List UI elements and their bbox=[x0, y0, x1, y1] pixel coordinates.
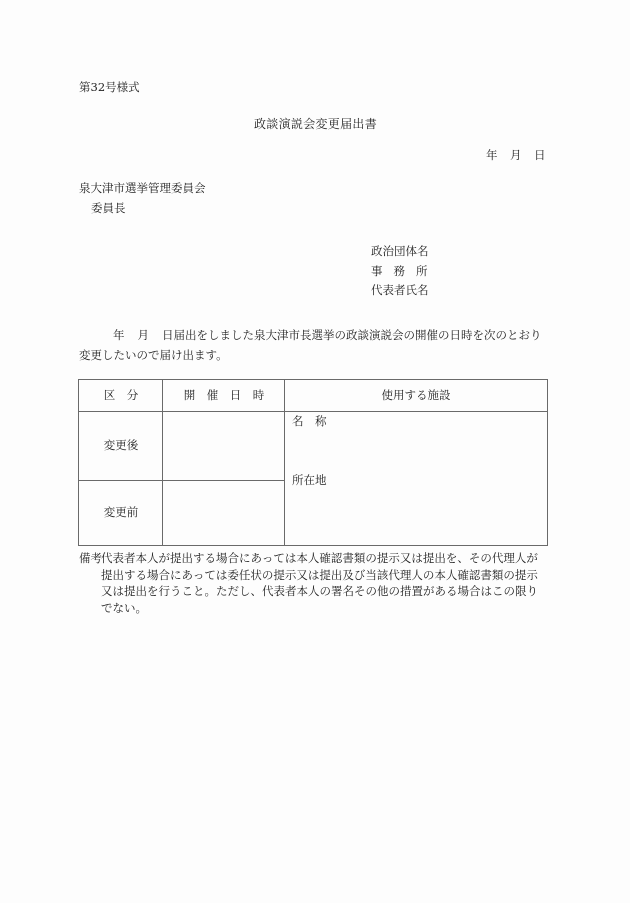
remarks-label: 備考 bbox=[79, 551, 102, 565]
date-day-unit: 日 bbox=[534, 148, 546, 162]
row-after-change-category: 変更後 bbox=[103, 438, 139, 453]
body-line-2: 変更したいので届け出ます。 bbox=[79, 348, 228, 362]
remarks-text: 代表者本人が提出する場合にあっては本人確認書類の提示又は提出を、その代理人が提出する場合にあっては委任状の提示又は提出及び当該代理人の本人確認書類の提示又は提出を行うこと。ただし、代表者本人の署名その他の措置がある場合はこの限りでない。 bbox=[101, 551, 538, 615]
body-month-unit: 月 bbox=[137, 328, 149, 342]
document-title: 政談演説会変更届出書 bbox=[254, 117, 378, 131]
facility-location-label: 所在地 bbox=[292, 473, 327, 487]
row-after-change-datetime[interactable] bbox=[163, 412, 285, 480]
date-month-unit: 月 bbox=[510, 148, 522, 162]
addressee-organization: 泉大津市選挙管理委員会 bbox=[79, 181, 206, 195]
date-year-unit: 年 bbox=[486, 148, 498, 162]
form-number: 第32号様式 bbox=[79, 80, 140, 94]
facility-name-label: 名 称 bbox=[292, 414, 327, 428]
sender-block bbox=[371, 246, 439, 305]
body-text bbox=[79, 325, 552, 365]
row-before-change-category: 変更前 bbox=[103, 505, 139, 520]
body-line-1-rest: 日届出をしました泉大津市長選挙の政談演説会の開催の日時を次のとおり bbox=[162, 328, 542, 342]
body-line-1 bbox=[92, 325, 552, 345]
date-line bbox=[486, 150, 546, 162]
header-category: 区 分 bbox=[103, 387, 139, 402]
group-name-label: 政治団体名 bbox=[371, 244, 429, 258]
addressee-title: 委員長 bbox=[91, 201, 126, 215]
change-table bbox=[78, 379, 548, 546]
body-year-unit: 年 bbox=[113, 328, 125, 342]
row-before-change-datetime[interactable] bbox=[163, 481, 285, 545]
office-label: 事務所 bbox=[371, 263, 439, 278]
remarks bbox=[79, 550, 549, 616]
representative-label: 代表者氏名 bbox=[371, 283, 429, 297]
header-datetime: 開 催 日 時 bbox=[183, 387, 265, 402]
header-facility: 使用する施設 bbox=[381, 387, 451, 402]
